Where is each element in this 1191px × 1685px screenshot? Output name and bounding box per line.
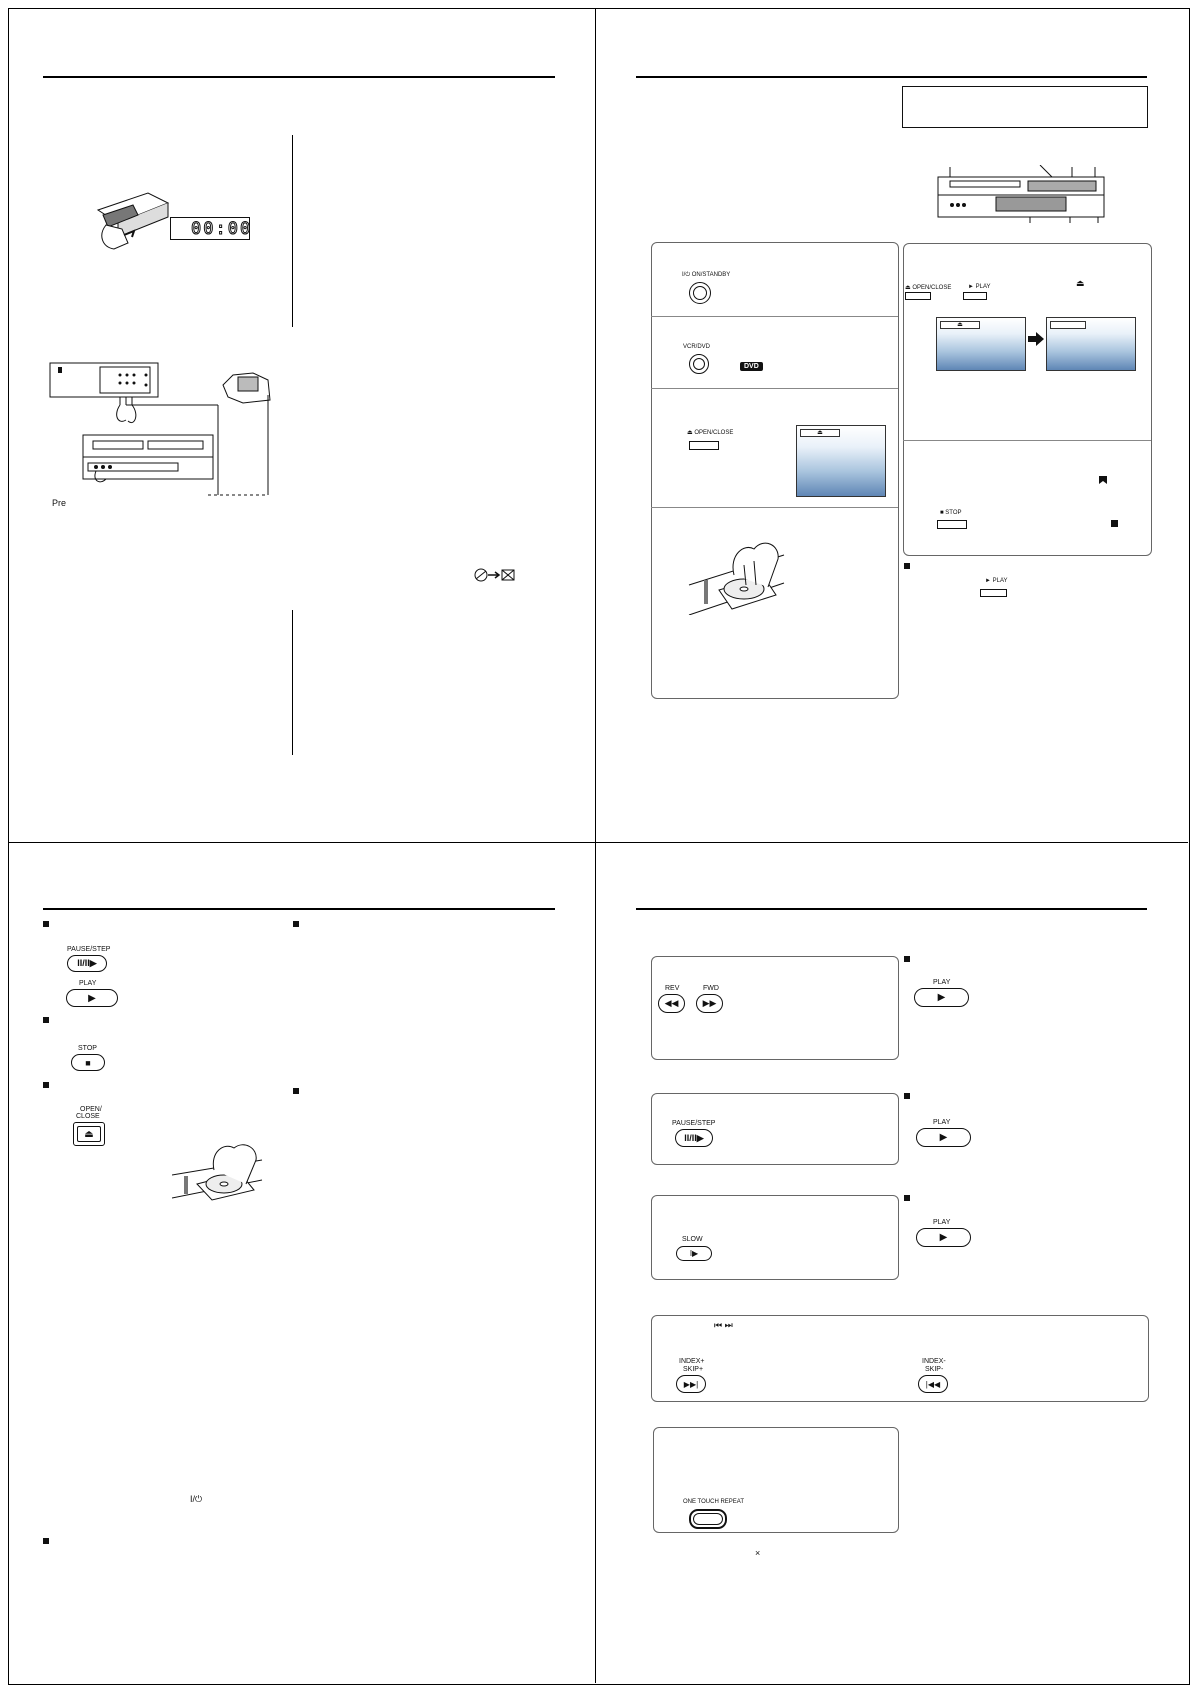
pause-step-button-q4[interactable]: II/II▶ bbox=[675, 1129, 713, 1147]
q2-bullet-resume bbox=[904, 563, 910, 569]
resume-play-label: ► PLAY bbox=[985, 578, 1008, 584]
disc-load-illustration-2 bbox=[172, 1140, 292, 1205]
disc-no-symbol-icon bbox=[474, 568, 518, 582]
resume-play-button[interactable] bbox=[980, 589, 1007, 597]
index-skip-minus-button[interactable]: |◀◀ bbox=[918, 1375, 948, 1393]
stop-button[interactable]: ■ bbox=[71, 1054, 105, 1071]
header-rule-q3 bbox=[43, 908, 555, 910]
index-minus-label-1: INDEX- bbox=[922, 1358, 946, 1365]
times-symbol: × bbox=[755, 1548, 761, 1558]
play-button-2[interactable] bbox=[963, 292, 987, 300]
play-button-q4-1[interactable]: ▶ bbox=[914, 988, 969, 1007]
q1-column-rule-bottom bbox=[292, 610, 293, 755]
rev-label: REV bbox=[665, 985, 680, 992]
vcr-connection-diagram bbox=[48, 355, 288, 500]
q2-step-sep-2 bbox=[651, 388, 898, 389]
q1-column-rule-top bbox=[292, 135, 293, 327]
open-close-button[interactable]: ⏏ bbox=[73, 1122, 105, 1146]
q2-step-sep-1 bbox=[651, 316, 898, 317]
note-pre-label: Pre bbox=[52, 498, 67, 508]
play-button-q4-2[interactable]: ▶ bbox=[916, 1128, 971, 1147]
disc-load-illustration bbox=[684, 535, 804, 615]
fwd-label: FWD bbox=[703, 985, 719, 992]
play-label-q4-3: PLAY bbox=[933, 1219, 951, 1226]
q3-bullet-5 bbox=[293, 1088, 299, 1094]
q3-bullet-3 bbox=[43, 1082, 49, 1088]
one-touch-repeat-button[interactable] bbox=[689, 1509, 727, 1529]
header-rule-q4 bbox=[636, 908, 1147, 910]
q4-bullet-3 bbox=[904, 1195, 910, 1201]
q4-bullet-1 bbox=[904, 956, 910, 962]
screen-after-indicator bbox=[1050, 321, 1086, 329]
play-label-q4-1: PLAY bbox=[933, 979, 951, 986]
cassette-insert-illustration bbox=[88, 185, 176, 257]
q2-step-sep-3 bbox=[651, 507, 898, 508]
note-box bbox=[902, 86, 1148, 128]
stop-button-2[interactable] bbox=[937, 520, 967, 529]
play-label: PLAY bbox=[79, 980, 97, 987]
slow-label: SLOW bbox=[682, 1236, 703, 1243]
index-plus-label-2: SKIP+ bbox=[683, 1366, 704, 1373]
pause-marker-icon bbox=[1099, 476, 1107, 484]
header-rule-q1 bbox=[43, 76, 555, 78]
stop-label: STOP bbox=[78, 1045, 97, 1052]
pause-step-label-q4: PAUSE/STEP bbox=[672, 1120, 716, 1127]
play-label-q4-2: PLAY bbox=[933, 1119, 951, 1126]
q3-bullet-4 bbox=[293, 921, 299, 927]
eject-symbol: ⏏ bbox=[1076, 278, 1085, 288]
open-close-button-2[interactable] bbox=[905, 292, 931, 300]
on-standby-button[interactable] bbox=[689, 282, 711, 304]
screen-open-indicator: ⏏ bbox=[800, 429, 840, 437]
one-touch-repeat-label: ONE TOUCH REPEAT bbox=[683, 1499, 745, 1505]
header-rule-q2 bbox=[636, 76, 1147, 78]
front-panel-illustration bbox=[930, 165, 1110, 225]
pause-step-button[interactable]: II/II▶ bbox=[67, 955, 107, 972]
q3-bullet-2 bbox=[43, 1017, 49, 1023]
clock-display-panel bbox=[170, 217, 253, 240]
index-minus-label-2: SKIP- bbox=[925, 1366, 944, 1373]
play-button[interactable]: ▶ bbox=[66, 989, 118, 1007]
open-close-button[interactable] bbox=[689, 441, 719, 450]
screen-before-indicator: ⏏ bbox=[940, 321, 980, 329]
skip-symbols: ⏮ ⏭ bbox=[714, 1320, 733, 1330]
search-box bbox=[651, 956, 899, 1060]
stop-label-2: ■ STOP bbox=[940, 510, 962, 516]
fwd-button[interactable]: ▶▶ bbox=[696, 994, 723, 1013]
center-divider bbox=[595, 8, 596, 1683]
play-button-q4-3[interactable]: ▶ bbox=[916, 1228, 971, 1247]
open-close-label-2: ⏏ OPEN/CLOSE bbox=[905, 285, 952, 291]
clock-display-value: 00:00 bbox=[191, 219, 253, 239]
stop-square-icon bbox=[1111, 520, 1118, 527]
open-close-label: ⏏ OPEN/CLOSE bbox=[687, 430, 734, 436]
index-skip-plus-button[interactable]: ▶▶| bbox=[676, 1375, 706, 1393]
on-standby-label: I/⏻ ON/STANDBY bbox=[682, 272, 731, 278]
slow-button[interactable]: I▶ bbox=[676, 1246, 712, 1261]
arrow-right-icon bbox=[1028, 332, 1044, 346]
open-close-label-line2: CLOSE bbox=[76, 1113, 100, 1120]
open-close-label-line1: OPEN/ bbox=[80, 1106, 102, 1113]
q4-bullet-2 bbox=[904, 1093, 910, 1099]
middle-divider bbox=[8, 842, 1188, 843]
play-label-2: ► PLAY bbox=[968, 284, 991, 290]
vcr-dvd-button[interactable] bbox=[689, 354, 709, 374]
tv-screen-before bbox=[936, 317, 1026, 371]
tv-screen-after bbox=[1046, 317, 1136, 371]
tv-screen-open bbox=[796, 425, 886, 497]
q3-bullet-1 bbox=[43, 921, 49, 927]
power-symbol: I/⏻ bbox=[190, 1494, 203, 1504]
q3-bullet-6 bbox=[43, 1538, 49, 1544]
index-plus-label-1: INDEX+ bbox=[679, 1358, 705, 1365]
vcr-dvd-label: VCR/DVD bbox=[683, 344, 711, 350]
dvd-mode-badge: DVD bbox=[740, 362, 763, 371]
pause-step-label: PAUSE/STEP bbox=[67, 946, 111, 953]
rev-button[interactable]: ◀◀ bbox=[658, 994, 685, 1013]
q2-play-sep bbox=[903, 440, 1151, 441]
